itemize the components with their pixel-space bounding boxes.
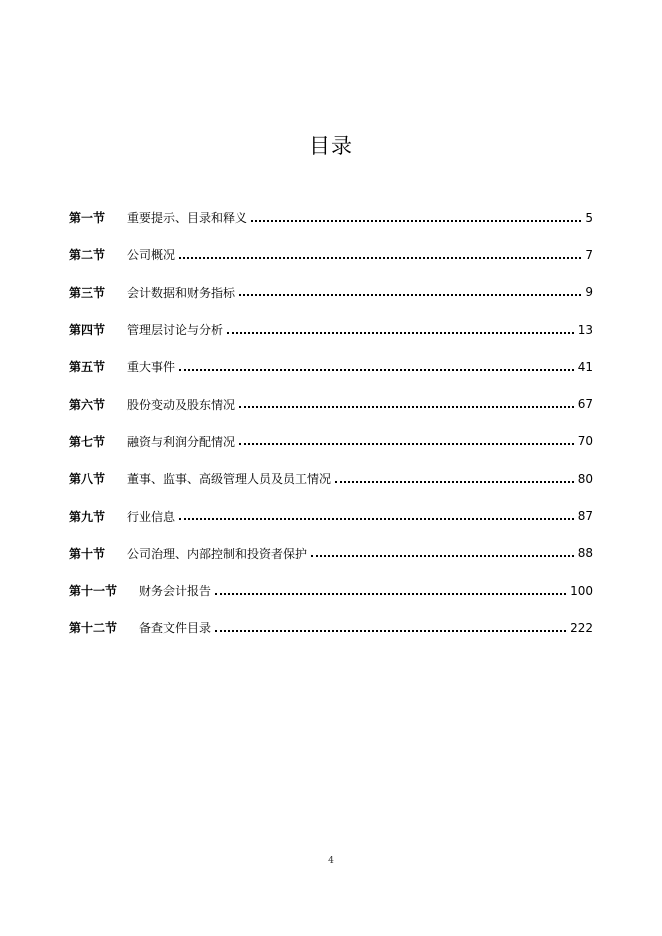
toc-title: 财务会计报告	[139, 584, 212, 599]
toc-section: 第九节	[69, 509, 106, 524]
toc-entry-12[interactable]	[69, 609, 593, 646]
toc-title: 重要提示、目录和释义	[127, 211, 248, 226]
toc-entry-5[interactable]	[69, 348, 593, 385]
toc-page: 87	[577, 509, 593, 524]
toc-section: 第一节	[69, 211, 106, 226]
toc-title: 会计数据和财务指标	[127, 285, 236, 300]
toc-entry-3[interactable]	[69, 274, 593, 311]
toc-title: 股份变动及股东情况	[127, 397, 236, 412]
page-title: 目录	[309, 134, 353, 158]
toc-page: 5	[585, 210, 593, 225]
toc-section: 第三节	[69, 285, 106, 300]
toc-page: 100	[570, 583, 593, 598]
toc-section: 第四节	[69, 323, 106, 338]
toc-leader-dots	[239, 294, 581, 296]
toc-leader-dots	[179, 369, 574, 371]
toc-leader-dots	[335, 481, 574, 483]
toc-entry-6[interactable]	[69, 385, 593, 422]
toc-page: 7	[585, 247, 593, 262]
toc-entry-10[interactable]	[69, 535, 593, 572]
toc-title: 公司概况	[127, 248, 176, 263]
toc-title: 备查文件目录	[139, 621, 212, 636]
toc-entry-8[interactable]	[69, 460, 593, 497]
toc-entry-4[interactable]	[69, 311, 593, 348]
toc-leader-dots	[215, 630, 566, 632]
toc-page: 13	[577, 322, 593, 337]
toc-page: 67	[577, 397, 593, 412]
toc-page: 222	[570, 620, 593, 635]
toc-title: 管理层讨论与分析	[127, 323, 224, 338]
toc-leader-dots	[179, 257, 581, 259]
toc-section: 第十二节	[69, 621, 118, 636]
toc-leader-dots	[227, 332, 574, 334]
toc-leader-dots	[251, 220, 581, 222]
toc-leader-dots	[239, 443, 574, 445]
toc-page: 70	[577, 434, 593, 449]
toc-section: 第六节	[69, 397, 106, 412]
toc-title: 董事、监事、高级管理人员及员工情况	[127, 472, 332, 487]
toc-entry-2[interactable]	[69, 236, 593, 273]
toc-title: 重大事件	[127, 360, 176, 375]
toc-page: 88	[577, 546, 593, 561]
toc-leader-dots	[239, 406, 574, 408]
toc-entry-11[interactable]	[69, 572, 593, 609]
toc-title: 融资与利润分配情况	[127, 434, 236, 449]
toc-section: 第七节	[69, 434, 106, 449]
toc-entry-1[interactable]	[69, 199, 593, 236]
toc-leader-dots	[179, 518, 574, 520]
table-of-contents	[69, 199, 593, 647]
toc-title: 行业信息	[127, 509, 176, 524]
toc-entry-7[interactable]	[69, 423, 593, 460]
toc-page: 41	[577, 359, 593, 374]
toc-leader-dots	[215, 593, 566, 595]
toc-title: 公司治理、内部控制和投资者保护	[127, 546, 308, 561]
toc-section: 第八节	[69, 472, 106, 487]
toc-page: 9	[585, 285, 593, 300]
toc-page: 80	[577, 471, 593, 486]
toc-leader-dots	[311, 555, 574, 557]
toc-section: 第二节	[69, 248, 106, 263]
toc-entry-9[interactable]	[69, 497, 593, 534]
toc-section: 第五节	[69, 360, 106, 375]
toc-section: 第十节	[69, 546, 106, 561]
toc-section: 第十一节	[69, 584, 118, 599]
page-number: 4	[328, 856, 334, 866]
